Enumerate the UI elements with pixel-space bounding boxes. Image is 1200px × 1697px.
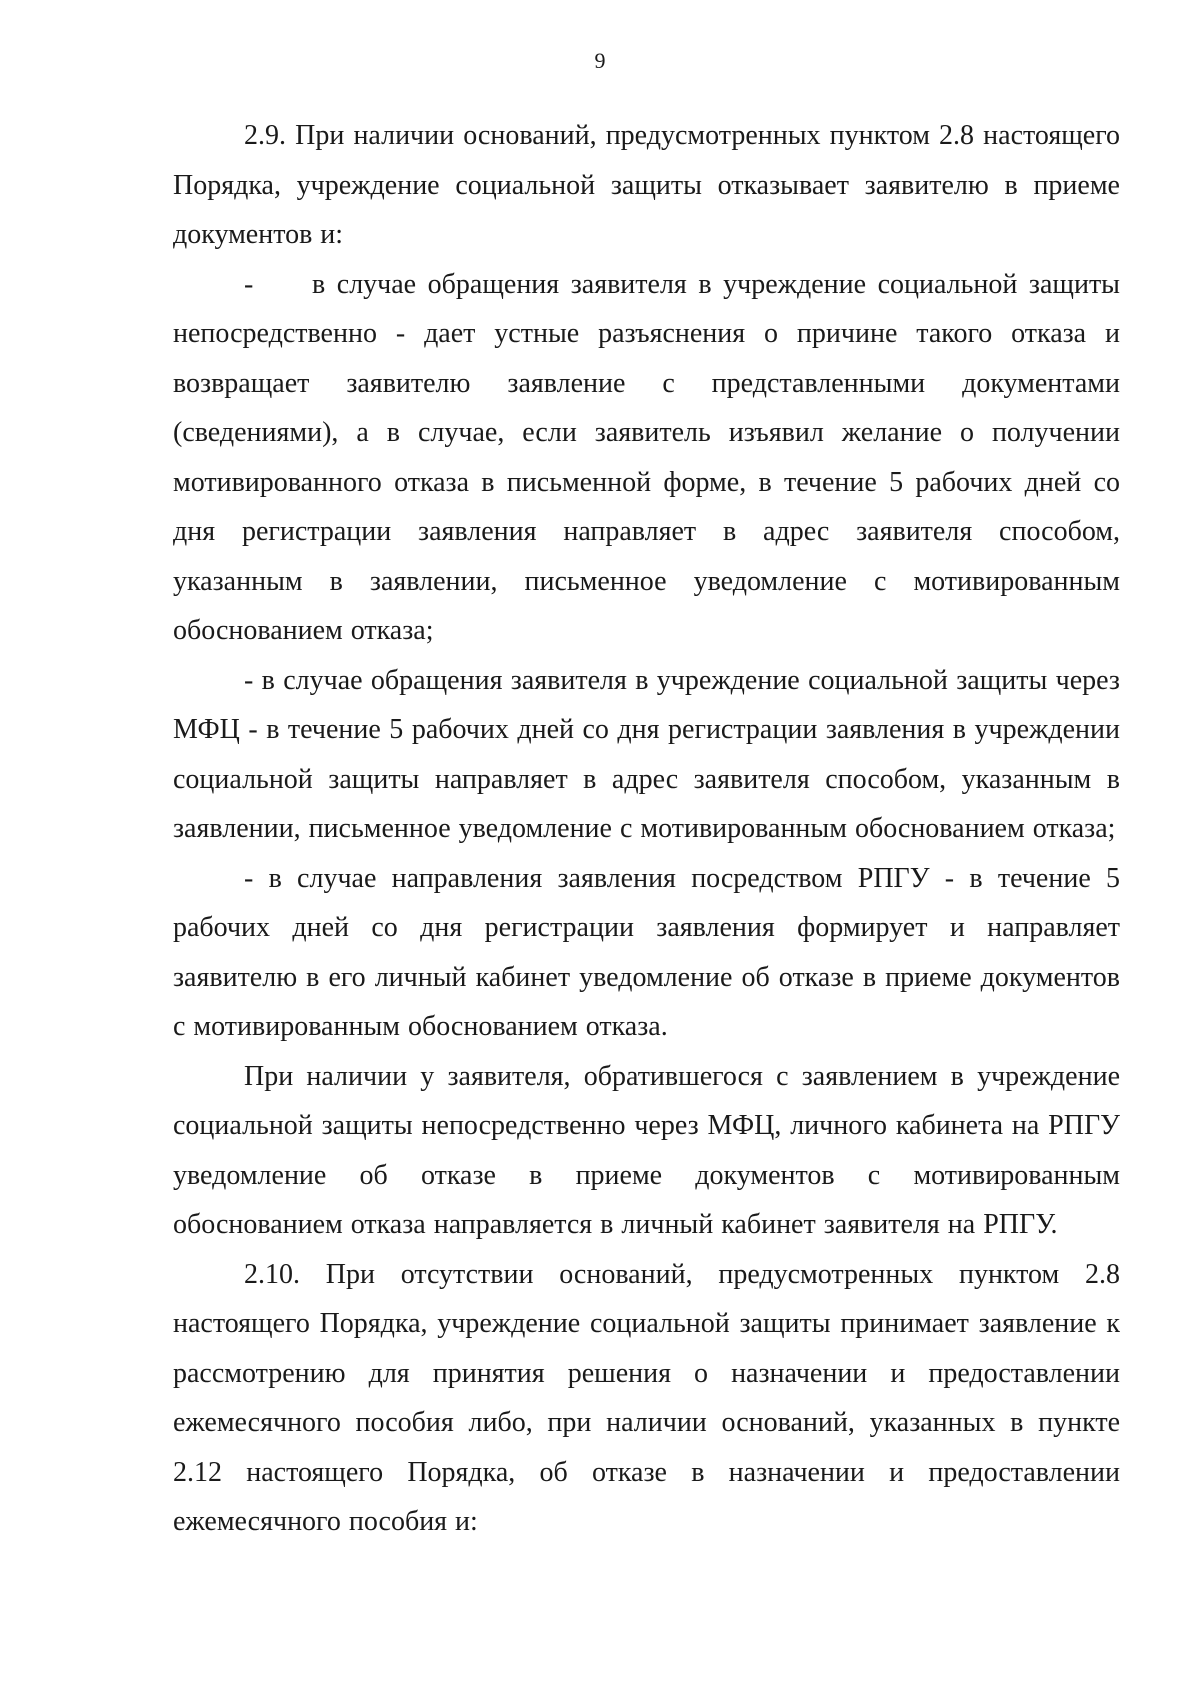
document-body (173, 111, 1120, 1547)
page-number: 9 (594, 48, 606, 73)
paragraph-2-10: 2.10. При отсутствии оснований, предусмотренных пунктом 2.8 настоящего Порядка, учреждение социальной защиты принимает заявление к рассмотрению для принятия решения о назначении и предоставлении ежемесячного пособия либо, при наличии оснований, указанных в пункте 2.12 настоящего Порядка, об отказе в назначении и предоставлении ежемесячного пособия и: (173, 1258, 1120, 1537)
paragraph-refusal-direct (173, 260, 1120, 656)
paragraph-refusal-mfc: - в случае обращения заявителя в учреждение социальной защиты через МФЦ - в течение 5 рабочих дней со дня регистрации заявления в учреждении социальной защиты направляет в адрес заявителя способом, указанным в заявлении, письменное уведомление с мотивированным обоснованием отказа; (173, 664, 1120, 844)
paragraph-refusal-rpgu: - в случае направления заявления посредством РПГУ - в течение 5 рабочих дней со дня регистрации заявления формирует и направляет заявителю в его личный кабинет уведомление об отказе в приеме документов с мотивированным обоснованием отказа. (173, 862, 1120, 1042)
paragraph-refusal-direct-text: в случае обращения заявителя в учреждение социальной защиты непосредственно - дает устные разъяснения о причине такого отказа и возвращает заявителю заявление с представленными документами (сведениями), а в случае, если заявитель изъявил желание о получении мотивированного отказа в письменной форме, в течение 5 рабочих дней со дня регистрации заявления направляет в адрес заявителя способом, указанным в заявлении, письменное уведомление с мотивированным обоснованием отказа; (173, 268, 1120, 646)
paragraph-2-9: 2.9. При наличии оснований, предусмотренных пунктом 2.8 настоящего Порядка, учреждение социальной защиты отказывает заявителю в приеме документов и: (173, 120, 1120, 250)
list-dash: - (244, 268, 254, 300)
paragraph-personal-cabinet: При наличии у заявителя, обратившегося с заявлением в учреждение социальной защиты непосредственно через МФЦ, личного кабинета на РПГУ уведомление об отказе в приеме документов с мотивированным обоснованием отказа направляется в личный кабинет заявителя на РПГУ. (173, 1060, 1120, 1240)
